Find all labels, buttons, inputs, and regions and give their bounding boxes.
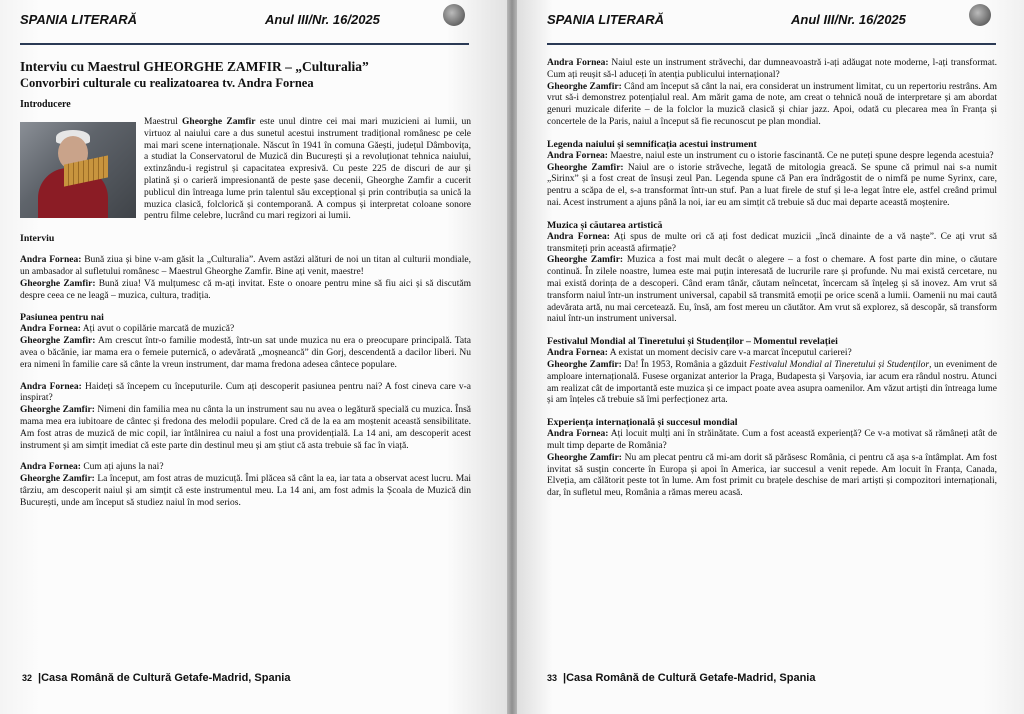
header-rule bbox=[20, 43, 469, 45]
left-content bbox=[20, 52, 471, 510]
page-header bbox=[20, 10, 470, 32]
left-page bbox=[0, 0, 507, 714]
festival-name: Festivalul Mondial al Tineretului și Studenților bbox=[749, 359, 930, 370]
magazine-logo-icon bbox=[969, 4, 991, 26]
qa-block: Gheorghe Zamfir: Bună ziua! Vă mulțumesc că m-ați invitat. Este o onoare pentru mine să fiu aici și să discutăm despre ceea ce ne leagă – muzica, cultura, tradiția. bbox=[20, 278, 471, 301]
article-subtitle: Convorbiri culturale cu realizatoarea tv. Andra Fornea bbox=[20, 76, 314, 90]
page-footer bbox=[22, 672, 290, 684]
section-heading-experienta: Experiența internațională și succesul mondial bbox=[547, 417, 738, 429]
qa-block: Gheorghe Zamfir: Nu am plecat pentru că mi-am dorit să părăsesc România, ci pentru că așa s-a întâmplat. Am fost invitat să susțin concerte în Europa și apoi în America, iar succesul a venit repede. Am locuit în Franța, Canada, Elveția, am călătorit peste tot în lume. Am fost primit cu brațele deschise de mari artiști și compozitori internaționali, dar, în sufletul meu, România a rămas mereu acasă. bbox=[547, 452, 997, 499]
qa-block: Gheorghe Zamfir: Naiul are o istorie străveche, legată de mitologia greacă. Se spune că primul nai s-a numit „Sirinx” și a fost creat de însuși zeul Pan. Legenda spune că Pan era îndrăgostit de o nimfă pe nume Syrinx, care, pentru a scăpa de el, s-a transformat într-un stuf. Pan a luat firele de stuf și le-a legat între ele, astfel creând primul nai. Acest instrument a ajuns până la noi, iar eu am simțit că trebuie să duc mai departe această moștenire. bbox=[547, 162, 997, 208]
qa-block: Gheorghe Zamfir: La început, am fost atras de muzicuță. Îmi plăcea să cânt la ea, iar tata a observat acest lucru. Mai târziu, am descoperit naiul și am simțit că este instrumentul meu. La 14 ani, am fost admis la Școala de Muzică din București, unde am început să studiez naiul în mod serios. bbox=[20, 474, 471, 508]
qa-block: Andra Fornea: Ați spus de multe ori că ați fost dedicat muzicii „încă dinainte de a vă naște”. Ce ați vrut să transmiteți prin această afirmație? bbox=[547, 231, 997, 254]
page-header bbox=[547, 10, 997, 32]
issue-number: Anul III/Nr. 16/2025 bbox=[265, 12, 380, 27]
right-page bbox=[517, 0, 1024, 714]
right-content bbox=[547, 58, 997, 500]
footer-text: |Casa Română de Cultură Getafe-Madrid, Spania bbox=[38, 672, 291, 684]
qa-block: Andra Fornea: Cum ați ajuns la nai? bbox=[20, 462, 164, 473]
magazine-name: SPANIA LITERARĂ bbox=[20, 12, 137, 27]
intro-name: Gheorghe Zamfir bbox=[182, 117, 256, 127]
magazine-logo-icon bbox=[443, 4, 465, 26]
qa-block: Gheorghe Zamfir: Muzica a fost mai mult decât o alegere – a fost o chemare. A fost parte din mine, o căutare continuă. În zilele noastre, lumea este mai puțin interesată de lucrurile rare și profunde. Nu mai există cercetare, nu mai există dorința de a descoperi. Când eram tânăr, căutam neîncetat, încercam să înțeleg și să inovez. Am vrut să transform naiul într-un instrument universal, capabil să transmită emoții pe orice scenă a lumii. Oamenii nu mai caută adevărata artă, nu mai cercetează. Eu, însă, am fost mereu un căutător. Am vrut să explorez, să descopăr, să transform naiul într-un instrument universal. bbox=[547, 255, 998, 325]
qa-block: Andra Fornea: Bună ziua și bine v-am găsit la „Culturalia”. Avem astăzi alături de noi un titan al culturii mondiale, un ambasador al sufletului românesc – Maestrul Gheorghe Zamfir. Bine ați venit, maestre! bbox=[20, 255, 471, 277]
qa-block: Andra Fornea: Ați avut o copilărie marcată de muzică? bbox=[20, 324, 235, 335]
section-heading-muzica: Muzica și căutarea artistică bbox=[547, 219, 663, 231]
qa-block: Andra Fornea: Naiul este un instrument străvechi, dar dumneavoastră i-ați adăugat note moderne, l-ați transformat. Cum ați reușit să-l aduceți în atenția publicului internațional? bbox=[547, 58, 998, 80]
section-heading-legenda: Legenda naiului și semnificația acestui instrument bbox=[547, 138, 757, 150]
section-heading-pasiunea: Pasiunea pentru nai bbox=[20, 312, 104, 324]
book-gutter bbox=[507, 0, 517, 714]
magazine-name: SPANIA LITERARĂ bbox=[547, 12, 664, 27]
qa-block: Gheorghe Zamfir: Când am început să cânt la nai, era considerat un instrument limitat, cu un repertoriu restrâns. Am vrut să-i demonstrez potențialul real. Am mărit gama de note, am creat o tehnică nouă de interpretare și am abordat genuri muzicale diferite – de la folclor la muzică clasică și chiar jazz. Apoi, odată cu plecarea mea în Franța și concertele de la Paris, naiul a început să fie recunoscut pe plan mondial. bbox=[547, 81, 997, 127]
interview-heading: Interviu bbox=[20, 233, 55, 245]
qa-block: Andra Fornea: Maestre, naiul este un instrument cu o istorie fascinantă. Ce ne puteți spune despre legenda acestuia? bbox=[547, 150, 994, 161]
page-number: 32 bbox=[22, 673, 33, 683]
intro-paragraph: Maestrul Gheorghe Zamfir este unul dintre cei mai mari muzicieni ai lumii, un virtuoz al naiului care a dus sunetul acestui instrument tradițional românesc pe cele mai mari scene internaționale. Născut în 1941 în comuna Găești, județul Dâmbovița, a studiat la Conservatorul de Muzică din București și a revoluționat tehnica naiului, extinzându-i registrul și capacitatea expresivă. Cu peste 225 de discuri de aur și platină și o carieră impresionantă de peste șase decenii, Gheorghe Zamfir a cucerit publicul din întreaga lume prin talentul său excepțional și prin contribuția sa unică la muzica clasică, folclorică și contemporană. A compus și interpretat coloane sonore pentru filme celebre, lucrând cu mari regizori ai lumii. bbox=[144, 117, 471, 222]
qa-block: Gheorghe Zamfir: Nimeni din familia mea nu cânta la un instrument sau nu avea o legătură specială cu muzica. Însă mama mea era iubitoare de cântec și fredona des melodii populare. Cred că de la ea am moștenit această sensibilitate. Am fost atras de muzică de mic copil, iar întâlnirea cu naiul a fost una providențială. La 14 ani, am descoperit acest instrument și am simțit imediat că este parte din destinul meu și am știut că asta trebuie să fac în viață. bbox=[20, 405, 471, 451]
article-title: Interviu cu Maestrul GHEORGHE ZAMFIR – „Culturalia” bbox=[20, 59, 369, 74]
page-footer bbox=[547, 672, 815, 684]
footer-text: |Casa Română de Cultură Getafe-Madrid, Spania bbox=[563, 672, 816, 684]
intro-heading: Introducere bbox=[20, 99, 71, 110]
zamfir-photo bbox=[20, 122, 136, 218]
qa-block: Gheorghe Zamfir: Am crescut într-o familie modestă, într-un sat unde muzica nu era o preocupare principală. Tata avea o băcănie, iar mama era o femeie puternică, o adevărată „moșneancă” din Gorj, descendentă a dacilor liberi. Nu era nimeni în familie care să cânte la vreun instrument, dar mama fredona adesea cântece populare. bbox=[20, 336, 472, 370]
issue-number: Anul III/Nr. 16/2025 bbox=[791, 12, 906, 27]
section-heading-festivalul: Festivalul Mondial al Tineretului și Studenților – Momentul revelației bbox=[547, 336, 838, 348]
qa-block: Andra Fornea: A existat un moment decisiv care v-a marcat începutul carierei? bbox=[547, 348, 852, 359]
qa-block: Andra Fornea: Haideți să începem cu începuturile. Cum ați descoperit pasiunea pentru nai? A fost cineva care v-a inspirat? bbox=[20, 381, 472, 404]
page-number: 33 bbox=[547, 673, 558, 683]
header-rule bbox=[547, 43, 996, 45]
qa-block: Gheorghe Zamfir: Da! În 1953, România a găzduit Festivalul Mondial al Tineretului și Studenților, un eveniment de amploare internațională. Fusese organizat anterior la Praga, Budapesta și Varșovia, iar acum era rândul nostru. Atunci am realizat cât de importantă este muzica și ce impact poate avea asupra oamenilor. Am văzut artiști din întreaga lume și am înțeles că trebuie să îmi perfecționez arta. bbox=[547, 359, 997, 406]
qa-block: Andra Fornea: Ați locuit mulți ani în străinătate. Cum a fost această experiență? Ce v-a motivat să rămâneți atât de mult timp departe de România? bbox=[547, 429, 997, 451]
